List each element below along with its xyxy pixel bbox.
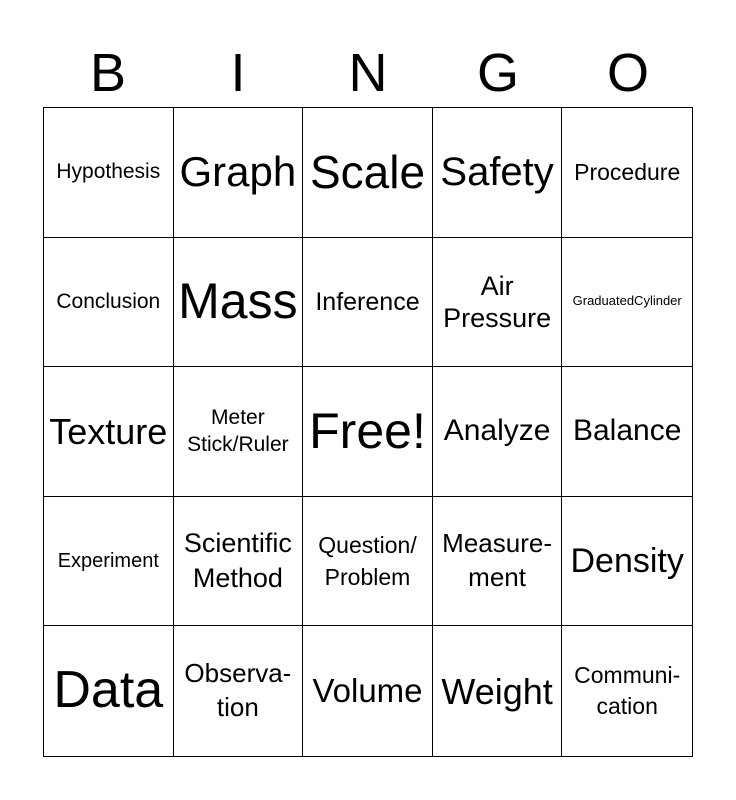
bingo-cell[interactable] — [174, 367, 304, 497]
cell-label: Free! — [309, 402, 426, 459]
cell-label: Hypothesis — [56, 160, 161, 184]
header-letter-o: O — [606, 43, 649, 103]
cell-label: Procedure — [574, 159, 681, 186]
cell-label: Air Pressure — [443, 270, 552, 333]
bingo-cell[interactable] — [562, 238, 692, 368]
bingo-cell[interactable] — [44, 108, 174, 238]
bingo-cell[interactable] — [44, 497, 174, 627]
cell-label: Texture — [49, 410, 168, 452]
bingo-cell[interactable] — [303, 238, 433, 368]
header-letter-i: I — [230, 43, 246, 103]
cell-label: Graph — [179, 148, 297, 196]
header-letter-n: N — [348, 43, 388, 103]
bingo-cell[interactable] — [562, 367, 692, 497]
cell-label: Volume — [312, 672, 423, 710]
cell-label: Density — [570, 541, 684, 580]
bingo-cell[interactable] — [174, 626, 304, 756]
cell-label: Question/ Problem — [318, 531, 417, 591]
bingo-cell[interactable] — [562, 497, 692, 627]
bingo-cell[interactable] — [174, 108, 304, 238]
cell-label: Weight — [441, 670, 553, 712]
bingo-cell[interactable] — [44, 626, 174, 756]
cell-label: Mass — [178, 273, 298, 330]
bingo-cell[interactable] — [303, 108, 433, 238]
bingo-cell[interactable] — [303, 626, 433, 756]
cell-label: Scale — [309, 145, 426, 198]
cell-label: Inference — [315, 287, 420, 316]
cell-label: GraduatedCylinder — [572, 293, 682, 309]
cell-label: Safety — [440, 150, 554, 195]
bingo-cell[interactable] — [44, 367, 174, 497]
cell-label: Analyze — [443, 414, 551, 448]
bingo-cell[interactable] — [303, 367, 433, 497]
bingo-cell[interactable] — [433, 238, 563, 368]
bingo-cell[interactable] — [174, 497, 304, 627]
bingo-cell[interactable] — [433, 626, 563, 756]
bingo-cell[interactable] — [562, 626, 692, 756]
bingo-cell[interactable] — [433, 108, 563, 238]
bingo-cell[interactable] — [433, 367, 563, 497]
cell-label: Conclusion — [56, 289, 161, 313]
bingo-cell[interactable] — [44, 238, 174, 368]
header-letter-b: B — [89, 43, 127, 103]
header-letter-g: G — [476, 43, 519, 103]
cell-label: Experiment — [57, 549, 159, 572]
cell-label: Balance — [572, 414, 682, 448]
bingo-board — [43, 107, 693, 757]
cell-label: Measure- ment — [442, 528, 552, 593]
cell-label: Communi- cation — [574, 662, 681, 720]
cell-label: Data — [53, 661, 164, 720]
bingo-cell[interactable] — [562, 108, 692, 238]
bingo-cell[interactable] — [303, 497, 433, 627]
bingo-cell[interactable] — [433, 497, 563, 627]
bingo-header — [43, 40, 693, 106]
cell-label: Observa- tion — [184, 658, 292, 723]
cell-label: Meter Stick/Ruler — [187, 406, 289, 457]
cell-label: Scientific Method — [183, 528, 292, 594]
bingo-cell[interactable] — [174, 238, 304, 368]
